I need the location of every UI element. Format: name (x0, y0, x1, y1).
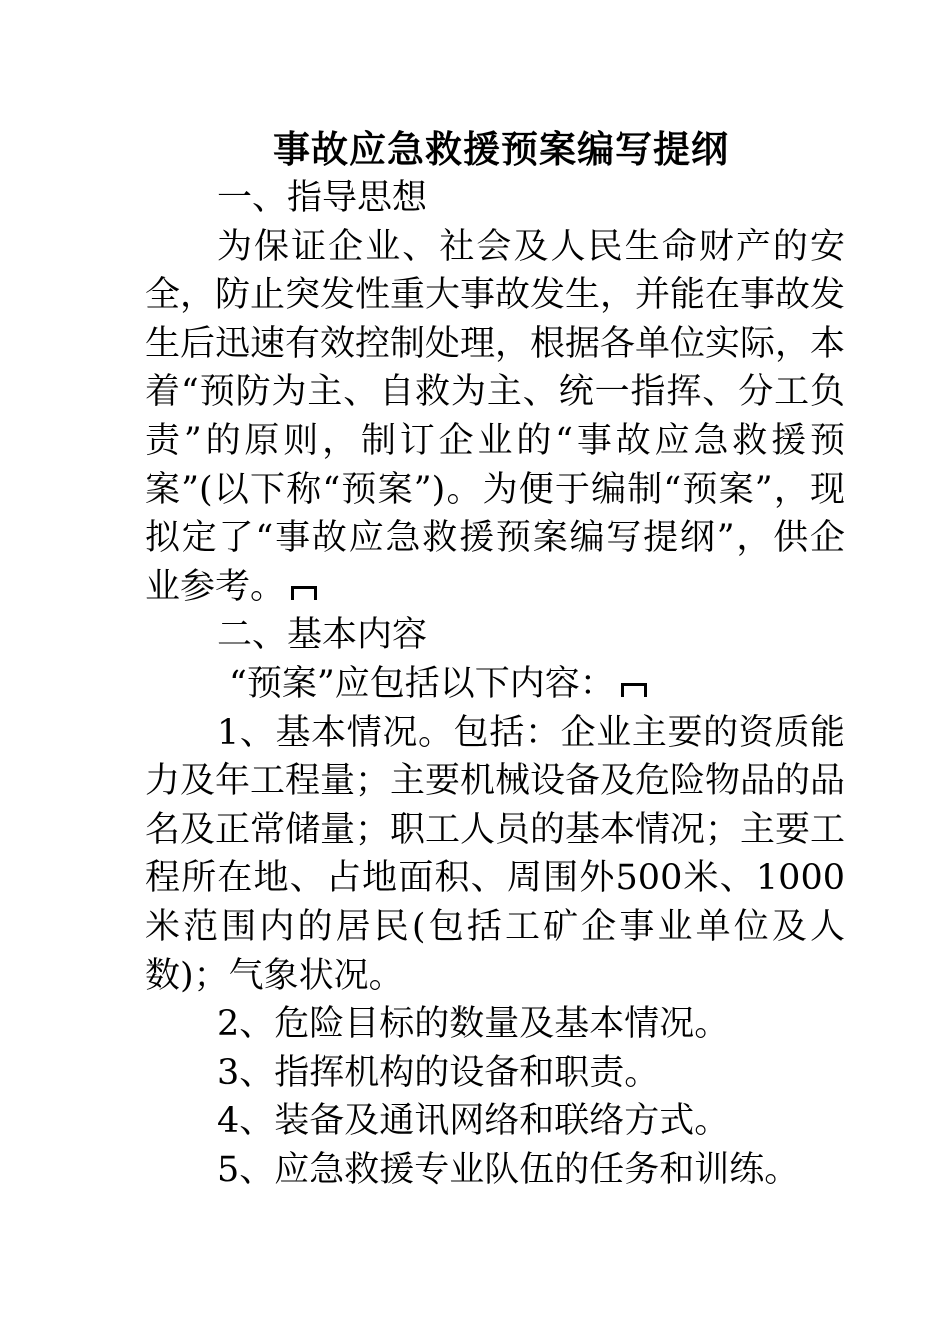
section1-heading: 一、指导思想 (217, 178, 428, 218)
document-page (145, 126, 845, 1194)
section1-body (145, 223, 845, 612)
section2-intro-text: “预案”应包括以下内容： (229, 663, 615, 704)
list-item: 3、指挥机构的设备和职责。 (217, 1052, 660, 1093)
document-title: 事故应急救援预案编写提纲 (273, 128, 729, 171)
list-item: 1、基本情况。包括：企业主要的资质能力及年工程量；主要机械设备及危险物品的品名及正常储量；职工人员的基本情况；主要工程所在地、占地面积、周围外500米、1000米范围内的居民(包括工矿企事业单位及人数)；气象状况。 (145, 712, 846, 996)
paragraph-mark-icon (621, 683, 647, 697)
section1-body-text: 为保证企业、社会及人民生命财产的安全，防止突发性重大事故发生，并能在事故发生后迅速有效控制处理，根据各单位实际，本着“预防为主、自救为主、统一指挥、分工负责”的原则，制订企业的“事故应急救援预案”(以下称“预案”)。为便于编制“预案”，现拟定了“事故应急救援预案编写提纲”，供企业参考。 (145, 226, 846, 607)
list-item: 2、危险目标的数量及基本情况。 (217, 1004, 730, 1045)
list-item: 5、应急救援专业队伍的任务和训练。 (217, 1149, 800, 1190)
paragraph-mark-icon (291, 586, 317, 600)
section2-intro (145, 660, 845, 709)
list-item: 4、装备及通讯网络和联络方式。 (217, 1101, 730, 1142)
section2-heading: 二、基本内容 (217, 615, 428, 656)
